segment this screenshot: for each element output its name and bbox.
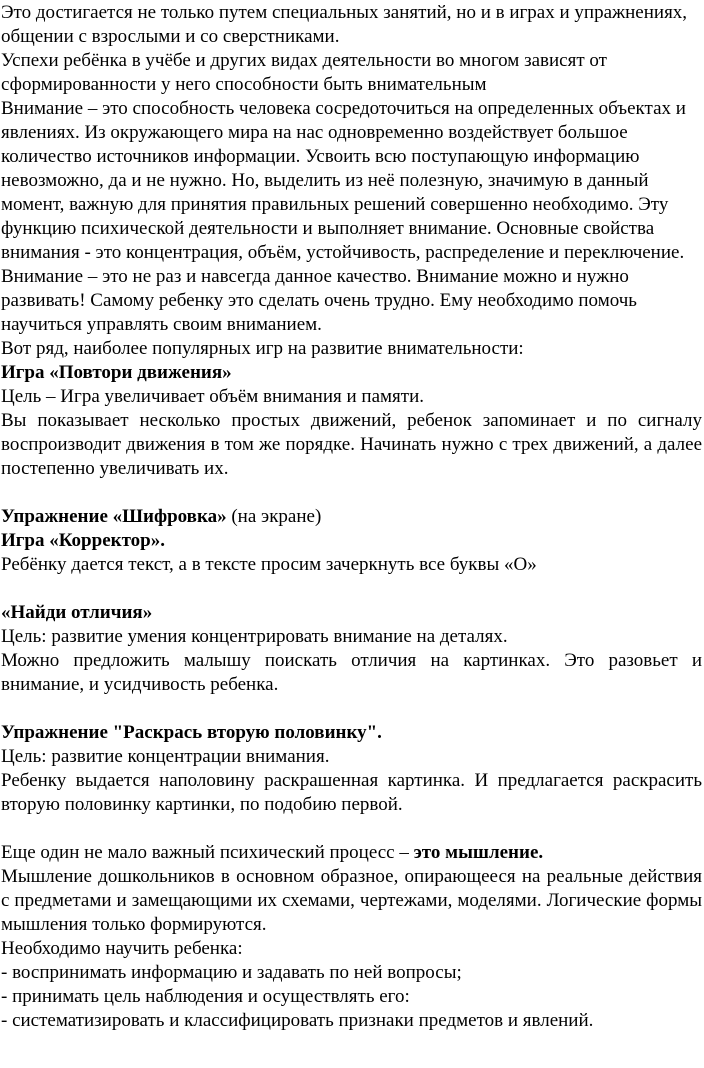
game-differences-title xyxy=(1,601,702,625)
exercise-color-half-title-text: Упражнение "Раскрась вторую половинку". xyxy=(1,722,382,743)
exercise-cipher-note: (на экране) xyxy=(226,506,322,527)
game-differences-goal: Цель: развитие умения концентрировать внимание на деталях. xyxy=(1,626,508,647)
spacer xyxy=(1,697,702,721)
game-repeat-goal: Цель – Игра увеличивает объём внимания и памяти. xyxy=(1,386,424,407)
thinking-intro-text: Еще один не мало важный психический процесс – xyxy=(1,842,414,863)
game-differences-title-text: «Найди отличия» xyxy=(1,602,153,623)
list-item: - принимать цель наблюдения и осуществлять его: xyxy=(1,986,410,1007)
game-repeat-title-text: Игра «Повтори движения» xyxy=(1,362,232,383)
exercise-color-half-title xyxy=(1,721,702,745)
need-title: Необходимо научить ребенка: xyxy=(1,938,243,959)
game-repeat-description: Вы показывает несколько простых движений, ребенок запоминает и по сигналу воспроизводит движения в том же порядке. Начинать нужно с трех движений, а далее постепенно увеличивать их. xyxy=(1,410,702,479)
thinking-description: Мышление дошкольников в основном образное, опирающееся на реальные действия с предметами и замещающими их схемами, чертежами, моделями. Логические формы мышления только формируются. xyxy=(1,866,702,935)
thinking-intro xyxy=(1,841,702,865)
paragraph-attention-definition: Внимание – это способность человека сосредоточиться на определенных объектах и явлениях. Из окружающего мира на нас одновременно воздействует большое количество источников информации. Усвоить всю поступающую информацию невозможно, да и не нужно. Но, выделить из неё полезную, значимую в данный момент, важную для принятия правильных решений совершенно необходимо. Эту функцию психической деятельности и выполняет внимание. Основные свойства внимания - это концентрация, объём, устойчивость, распределение и переключение. xyxy=(1,98,686,263)
game-corrector-description: Ребёнку дается текст, а в тексте просим зачеркнуть все буквы «О» xyxy=(1,554,537,575)
list-item: - систематизировать и классифицировать признаки предметов и явлений. xyxy=(1,1010,594,1031)
game-corrector-title-text: Игра «Корректор». xyxy=(1,530,165,551)
list-item: - воспринимать информацию и задавать по ней вопросы; xyxy=(1,962,462,983)
spacer xyxy=(1,481,702,505)
spacer xyxy=(1,817,702,841)
spacer xyxy=(1,577,702,601)
exercise-color-half-description: Ребенку выдается наполовину раскрашенная картинка. И предлагается раскрасить вторую половинку картинки, по подобию первой. xyxy=(1,770,702,815)
game-repeat-title xyxy=(1,361,702,385)
paragraph-attention-develop: Внимание – это не раз и навсегда данное качество. Внимание можно и нужно развивать! Самому ребенку это сделать очень трудно. Ему необходимо помочь научиться управлять своим вниманием. xyxy=(1,266,637,335)
paragraph-intro: Это достигается не только путем специальных занятий, но и в играх и упражнениях, общении с взрослыми и со сверстниками. xyxy=(1,2,688,47)
paragraph-games-intro: Вот ряд, наиболее популярных игр на развитие внимательности: xyxy=(1,338,524,359)
thinking-intro-bold: это мышление. xyxy=(413,842,544,863)
game-corrector-title xyxy=(1,529,702,553)
paragraph-success: Успехи ребёнка в учёбе и других видах деятельности во многом зависят от сформированности у него способности быть внимательным xyxy=(1,50,607,95)
exercise-cipher-title: Упражнение «Шифровка» xyxy=(1,506,227,527)
exercise-color-half-goal: Цель: развитие концентрации внимания. xyxy=(1,746,330,767)
game-differences-description: Можно предложить малышу поискать отличия на картинках. Это разовьет и внимание, и усидчивость ребенка. xyxy=(1,650,702,695)
exercise-cipher xyxy=(1,505,702,529)
